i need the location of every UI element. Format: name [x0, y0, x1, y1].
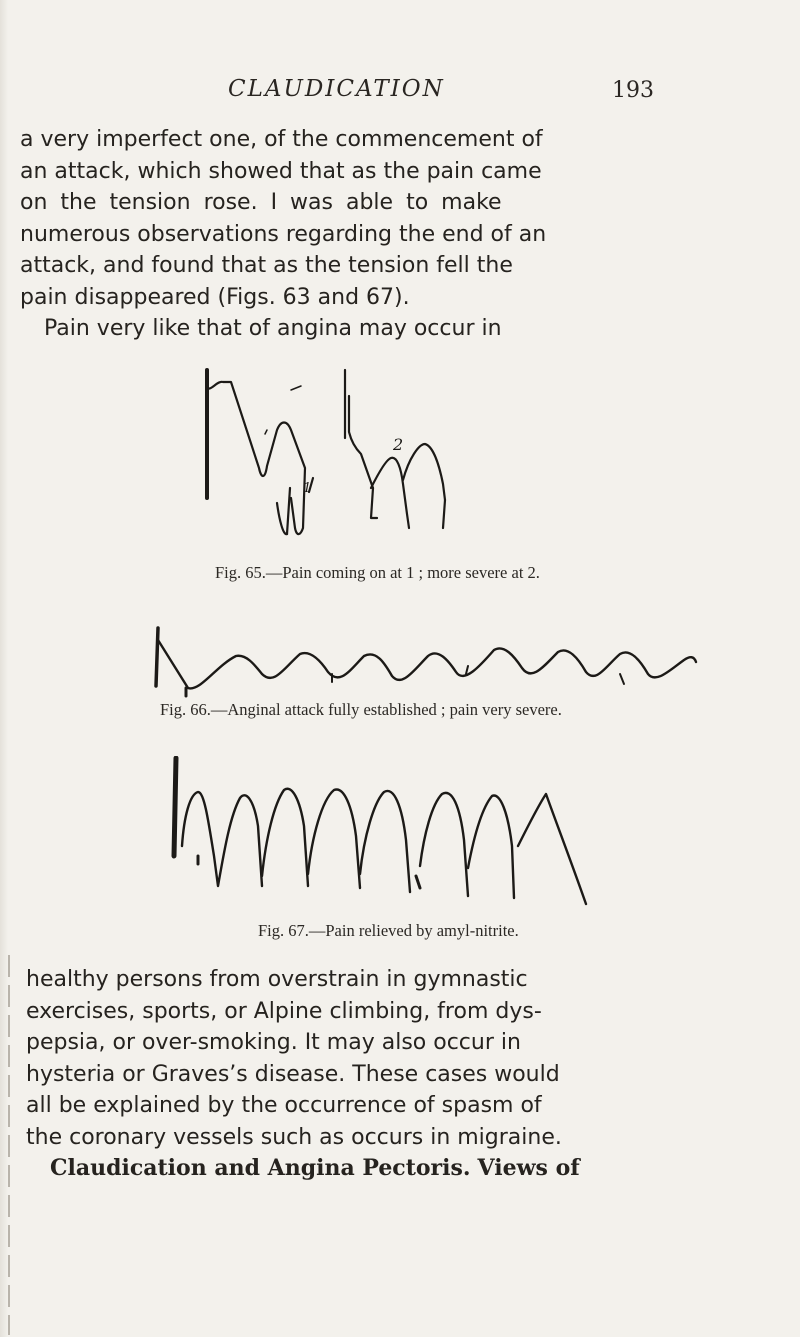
- margin-rule: [8, 955, 10, 1335]
- paragraph-bottom: [26, 964, 674, 1185]
- text-line: an attack, which showed that as the pain came: [20, 158, 542, 184]
- text-line: a very imperfect one, of the commencement of: [20, 127, 543, 152]
- text-line: numerous observations regarding the end of an: [20, 221, 547, 247]
- section-line: [26, 1153, 674, 1185]
- page-edge: [0, 0, 8, 1337]
- text-line: on the tension rose. I was able to make: [20, 190, 502, 215]
- text-line: exercises, sports, or Alpine climbing, from dys-: [26, 998, 542, 1024]
- figure-65: [195, 368, 495, 558]
- figure-65-caption: Fig. 65.—Pain coming on at 1 ; more severe at 2.: [215, 563, 540, 582]
- section-continuation: Views of: [477, 1155, 580, 1181]
- figure-66-caption: Fig. 66.—Anginal attack fully established ; pain very severe.: [160, 700, 562, 719]
- text-line: hysteria or Graves’s disease. These cases would: [26, 1061, 560, 1087]
- page-number: 193: [612, 78, 654, 103]
- running-title: CLAUDICATION: [228, 76, 445, 102]
- section-heading: Claudication and Angina Pectoris.: [50, 1155, 471, 1181]
- tracing-fig-67: [168, 756, 608, 916]
- figure-67-caption: Fig. 67.—Pain relieved by amyl-nitrite.: [258, 921, 519, 940]
- text-line: the coronary vessels such as occurs in migraine.: [26, 1124, 562, 1150]
- tracing-fig-65: [195, 368, 495, 558]
- running-head: [0, 68, 800, 112]
- figure-67: [168, 756, 608, 916]
- text-line: attack, and found that as the tension fell the: [20, 253, 513, 278]
- text-line: pain disappeared (Figs. 63 and 67).: [20, 284, 410, 310]
- text-line: all be explained by the occurrence of spasm of: [26, 1093, 542, 1118]
- fig-65-mark-1: 1: [303, 481, 312, 496]
- text-line: Pain very like that of angina may occur in: [44, 316, 502, 341]
- text-line: pepsia, or over-smoking. It may also occur in: [26, 1030, 521, 1055]
- fig-65-mark-2: 2: [393, 435, 404, 454]
- tracing-fig-66: [150, 626, 698, 701]
- text-line: healthy persons from overstrain in gymnastic: [26, 967, 528, 992]
- paragraph-top: [20, 124, 668, 345]
- figure-66: [150, 626, 698, 701]
